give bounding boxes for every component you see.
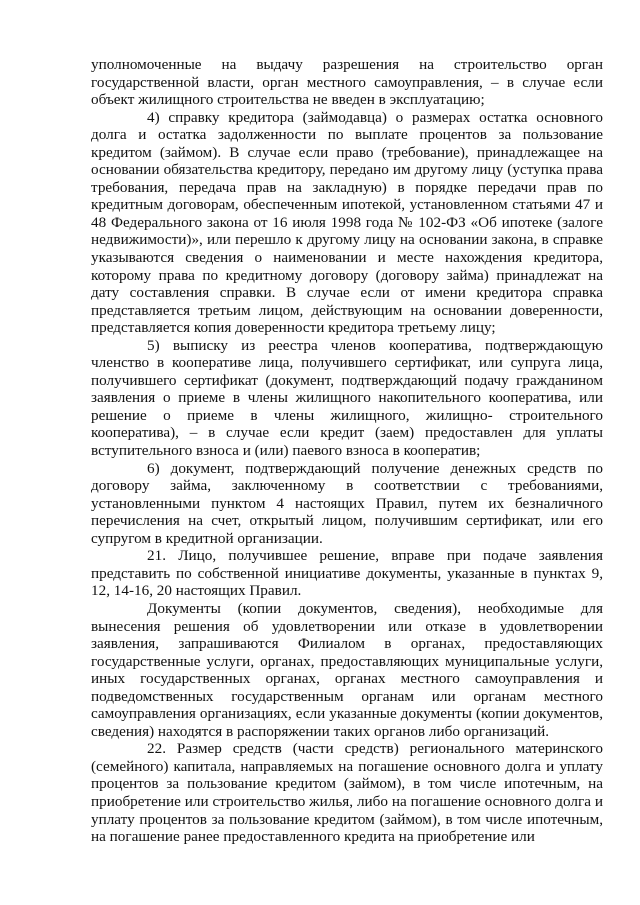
- paragraph-clause-21: 21. Лицо, получившее решение, вправе при подаче заявления представить по собственной инициативе документы, указанные в пунктах 9, 12, 14-16, 20 настоящих Правил.: [91, 547, 603, 600]
- paragraph-item-6-loan-document: 6) документ, подтверждающий получение денежных средств по договору займа, заключенному в соответствии с требованиями, установленными пунктом 4 настоящих Правил, путем их безналичного перечисления на счет, открытый лицом, получившим сертификат, или его супругом в кредитной организации.: [91, 459, 603, 547]
- paragraph-item-5-cooperative-extract: 5) выписку из реестра членов кооператива, подтверждающую членство в кооперативе лица, получившего сертификат, или супруга лица, получившего сертификат (документ, подтверждающий подачу гражданином заявления о приеме в члены жилищного накопительного кооператива, или решение о приеме в члены жилищного, жилищно- строительного кооператива), – в случае если кредит (заем) предоставлен для уплаты вступительного взноса и (или) паевого взноса в кооператив;: [91, 336, 603, 460]
- paragraph-item-4-creditor-certificate: 4) справку кредитора (займодавца) о размерах остатка основного долга и остатка задолженности по выплате процентов за пользование кредитом (займом). В случае если право (требование), принадлежащее на основании обязательства кредитору, передано им другому лицу (уступка права требования, передача прав на закладную) в порядке передачи прав по кредитным договорам, обеспеченным ипотекой, установленном статьями 47 и 48 Федерального закона от 16 июля 1998 года № 102-ФЗ «Об ипотеке (залоге недвижимости)», или перешло к другому лицу на основании закона, в справке указываются сведения о наименовании и месте нахождения кредитора, которому права по кредитному договору (договору займа) принадлежат на дату составления справки. В случае если от имени кредитора справка представляется третьим лицом, действующим на основании доверенности, представляется копия доверенности кредитора третьему лицу;: [91, 108, 603, 337]
- paragraph-clause-22: 22. Размер средств (части средств) регионального материнского (семейного) капитала, направляемых на погашение основного долга и уплату процентов за пользование кредитом (займом), в том числе ипотечным, на приобретение или строительство жилья, либо на погашение основного долга и уплату процентов за пользование кредитом (займом), в том числе ипотечным, на погашение ранее предоставленного кредита на приобретение или: [91, 740, 603, 846]
- document-page: [91, 56, 603, 846]
- paragraph-continuation: уполномоченные на выдачу разрешения на строительство орган государственной власти, орган местного самоуправления, – в случае если объект жилищного строительства не введен в эксплуатацию;: [91, 56, 603, 109]
- paragraph-documents-request: Документы (копии документов, сведения), необходимые для вынесения решения об удовлетворении или отказе в удовлетворении заявления, запрашиваются Филиалом в органах, предоставляющих государственные услуги, органах, предоставляющих муниципальные услуги, иных государственных органах, органах местного самоуправления и подведомственных государственным органам или органам местного самоуправления организациях, если указанные документы (копии документов, сведения) находятся в распоряжении таких органов либо организаций.: [91, 599, 603, 740]
